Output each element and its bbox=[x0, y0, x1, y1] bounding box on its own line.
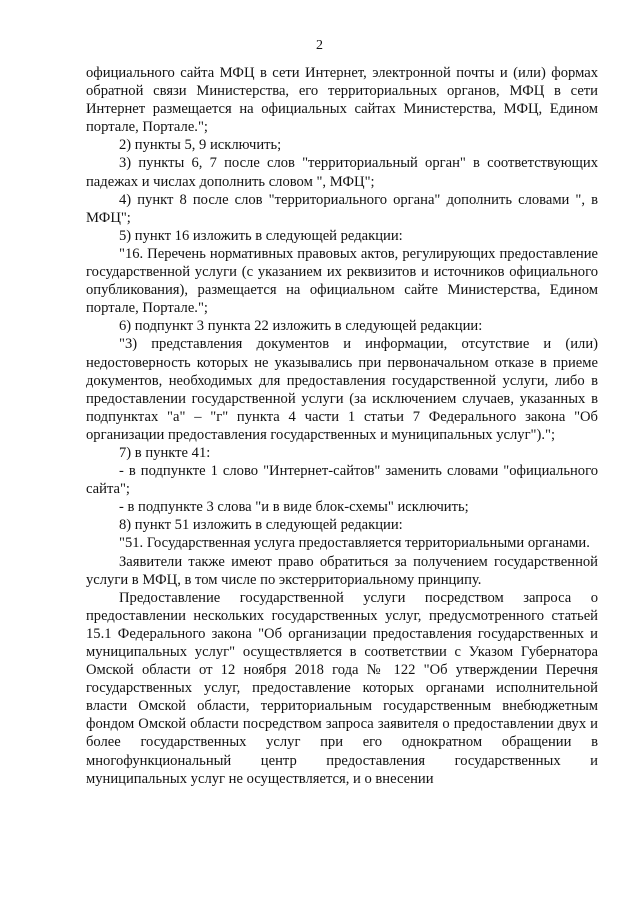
paragraph: - в подпункте 1 слово "Интернет-сайтов" заменить словами "официального сайта"; bbox=[86, 463, 598, 498]
paragraph: - в подпункте 3 слова "и в виде блок-схемы" исключить; bbox=[119, 499, 469, 516]
paragraph: 5) пункт 16 изложить в следующей редакции: bbox=[119, 227, 403, 244]
paragraph: 3) пункты 6, 7 после слов "территориальный орган" в соответствующих падежах и числах дополнить словом ", МФЦ"; bbox=[86, 155, 598, 190]
paragraph: Заявители также имеют право обратиться за получением государственной услуги в МФЦ, в том числе по экстерриториальному принципу. bbox=[86, 553, 598, 588]
paragraph: 2) пункты 5, 9 исключить; bbox=[119, 137, 282, 154]
paragraph: "3) представления документов и информации, отсутствие и (или) недостоверность которых не указывались при первоначальном отказе в приеме документов, необходимых для предоставления государственной услуги, либо в предоставлении государственной услуги (за исключением случаев, указанных в подпунктах "а" – "г" пункта 4 части 1 статьи 7 Федерального закона "Об организации предоставления государственных и муниципальных услуг")."; bbox=[86, 336, 598, 443]
paragraph: 4) пункт 8 после слов "территориального органа" дополнить словами ", в МФЦ"; bbox=[86, 191, 598, 226]
paragraph: "51. Государственная услуга предоставляется территориальными органами. bbox=[119, 535, 590, 552]
paragraph: "16. Перечень нормативных правовых актов, регулирующих предоставление государственной услуги (с указанием их реквизитов и источников официального опубликования), размещается на официальном сайте Министерства, Едином портале, Портале."; bbox=[86, 245, 598, 317]
paragraph: 6) подпункт 3 пункта 22 изложить в следующей редакции: bbox=[119, 318, 483, 335]
paragraph: 7) в пункте 41: bbox=[119, 444, 211, 461]
paragraph: 8) пункт 51 изложить в следующей редакции: bbox=[119, 517, 403, 534]
document-body bbox=[86, 64, 598, 788]
page-number: 2 bbox=[316, 38, 323, 53]
paragraph: Предоставление государственной услуги посредством запроса о предоставлении нескольких государственных услуг, предусмотренного статьей 15.1 Федерального закона "Об организации предоставления государственных и муниципальных услуг" осуществляется в соответствии с Указом Губернатора Омской области от 12 ноября 2018 года № 122 "Об утверждении Перечня государственных услуг, предоставление которых органами исполнительной власти Омской области, территориальным государственным внебюджетным фондом Омской области посредством запроса заявителя о предоставлении двух и более государственных услуг при его однократном обращении в многофункциональный центр предоставления государственных и муниципальных услуг не осуществляется, и о внесении bbox=[86, 589, 598, 787]
paragraph: официального сайта МФЦ в сети Интернет, электронной почты и (или) формах обратной связи Министерства, его территориальных органов, МФЦ в сети Интернет размещается на официальных сайтах Министерства, МФЦ, Едином портале, Портале."; bbox=[86, 65, 598, 136]
